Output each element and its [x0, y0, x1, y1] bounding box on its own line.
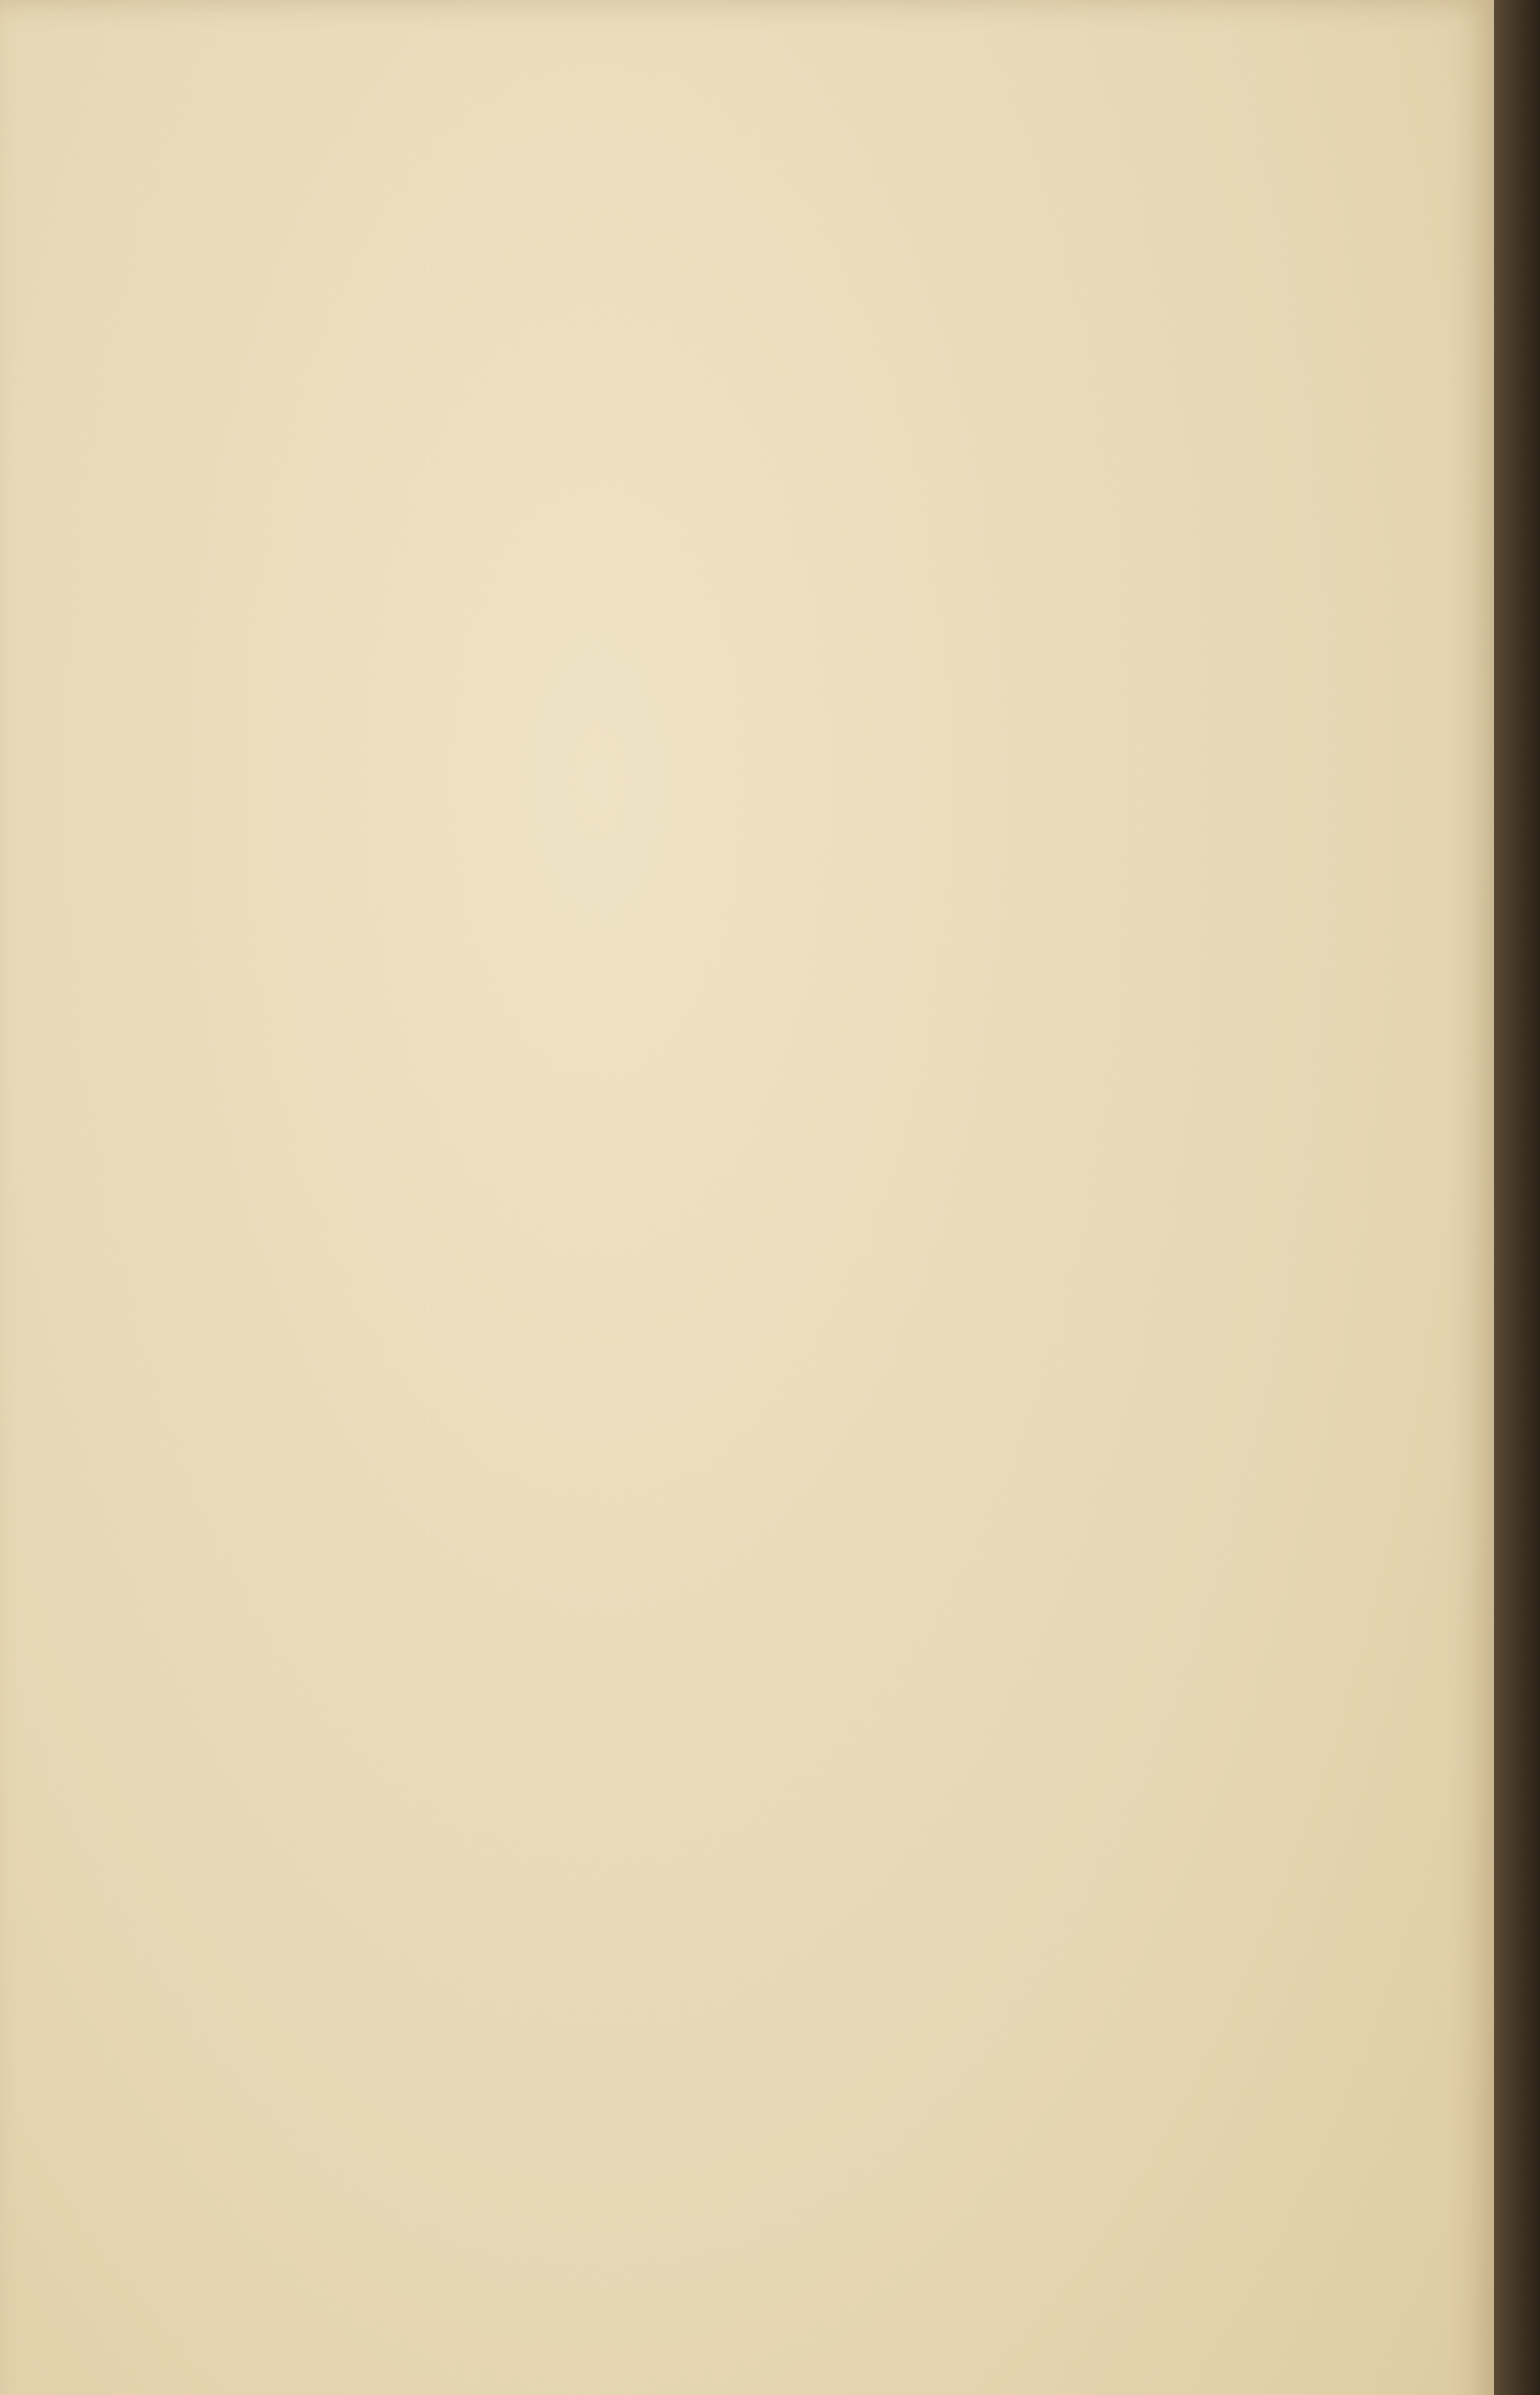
page-edge: [1494, 0, 1540, 2395]
